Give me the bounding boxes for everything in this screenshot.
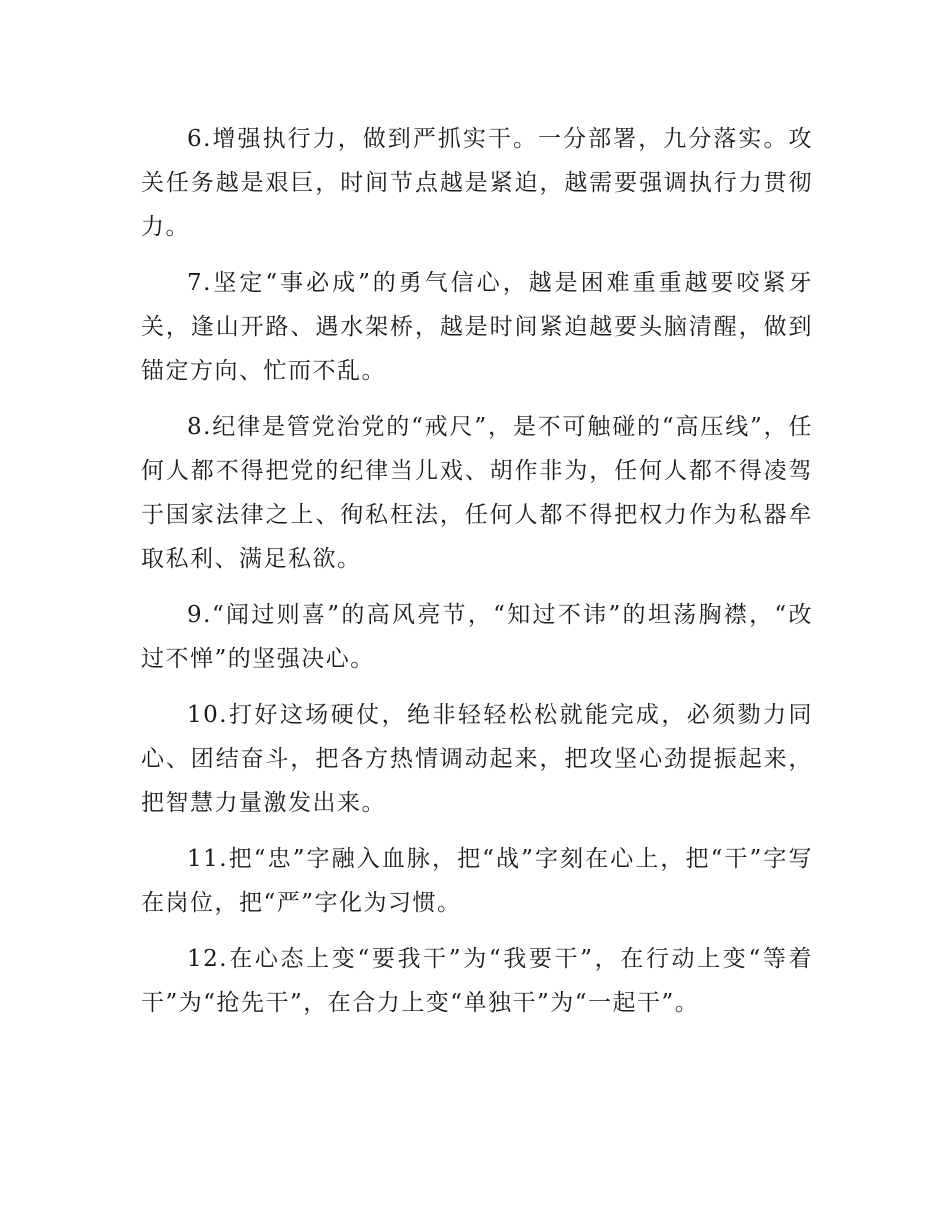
paragraph-10: 10.打好这场硬仗，绝非轻轻松松就能完成，必须勠力同心、团结奋斗，把各方热情调动起来，把攻坚心劲提振起来，把智慧力量激发出来。	[141, 702, 813, 816]
paragraph-11: 11.把“忠”字融入血脉，把“战”字刻在心上，把“干”字写在岗位，把“严”字化为习惯。	[141, 846, 813, 916]
paragraph-12: 12.在心态上变“要我干”为“我要干”，在行动上变“等着干”为“抢先干”，在合力上变“单独干”为“一起干”。	[141, 946, 813, 1016]
document-body	[141, 117, 813, 1037]
paragraph-8: 8.纪律是管党治党的“戒尺”，是不可触碰的“高压线”，任何人都不得把党的纪律当儿戏、胡作非为，任何人都不得凌驾于国家法律之上、徇私枉法，任何人都不得把权力作为私器牟取私利、满足私欲。	[141, 414, 813, 572]
paragraph-9: 9.“闻过则喜”的高风亮节，“知过不讳”的坦荡胸襟，“改过不惮”的坚强决心。	[141, 602, 813, 672]
paragraph-6: 6.增强执行力，做到严抓实干。一分部署，九分落实。攻关任务越是艰巨，时间节点越是紧迫，越需要强调执行力贯彻力。	[141, 126, 813, 240]
paragraph-7: 7.坚定“事必成”的勇气信心，越是困难重重越要咬紧牙关，逢山开路、遇水架桥，越是时间紧迫越要头脑清醒，做到锚定方向、忙而不乱。	[141, 270, 813, 384]
